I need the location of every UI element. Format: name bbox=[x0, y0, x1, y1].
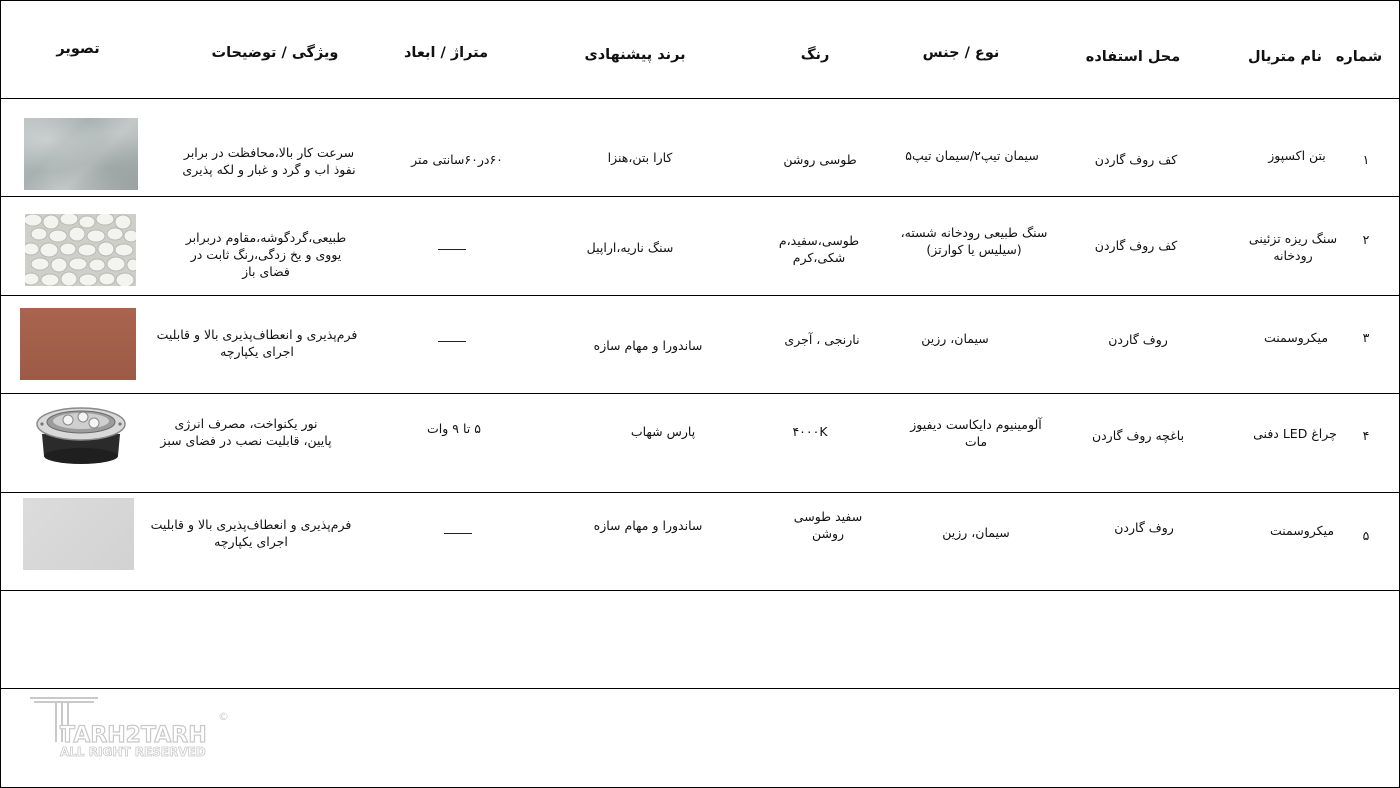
header-brand: برند پیشنهادی bbox=[584, 46, 686, 63]
material-color: طوسی،سفید،م شکی،کرم bbox=[778, 233, 860, 265]
material-name: میکروسمنت bbox=[1269, 522, 1335, 538]
row-separator bbox=[0, 590, 1400, 591]
logo-rights-text: ALL RIGHT RESERVED bbox=[60, 745, 206, 759]
header-separator bbox=[0, 98, 1400, 99]
empty-dash bbox=[438, 249, 466, 250]
material-color: طوسی روشن bbox=[783, 151, 857, 167]
usage-location: باغچه روف گاردن bbox=[1091, 427, 1185, 443]
empty-dash bbox=[444, 533, 472, 534]
row-separator bbox=[0, 688, 1400, 689]
row-separator bbox=[0, 492, 1400, 493]
material-type: سنگ طبیعی رودخانه شسته،(سیلیس یا کوارتز) bbox=[900, 225, 1048, 257]
material-name: بتن اکسپوز bbox=[1268, 147, 1326, 163]
dimensions bbox=[412, 224, 492, 274]
header-color: رنگ bbox=[800, 46, 830, 63]
header-image: تصویر bbox=[56, 40, 100, 57]
suggested-brand: کارا بتن،هنزا bbox=[607, 149, 673, 165]
suggested-brand: پارس شهاب bbox=[630, 423, 696, 439]
features: فرم‌پذیری و انعطاف‌پذیری بالا و قابلیت اجرای یکپارچه bbox=[150, 517, 352, 549]
material-type: آلومینیوم دایکاست دیفیوز مات bbox=[910, 417, 1042, 449]
dimensions bbox=[412, 316, 492, 366]
inground-led-light-photo-icon bbox=[28, 398, 134, 470]
features: فرم‌پذیری و انعطاف‌پذیری بالا و قابلیت اجرای یکپارچه bbox=[156, 327, 358, 359]
header-dimensions: متراژ / ابعاد bbox=[403, 44, 489, 61]
empty-dash bbox=[438, 341, 466, 342]
row-number: ۲ bbox=[1362, 231, 1370, 247]
row-number: ۳ bbox=[1362, 329, 1370, 345]
usage-location: کف روف گاردن bbox=[1094, 151, 1178, 167]
header-type: نوع / جنس bbox=[922, 44, 1000, 61]
row-separator bbox=[0, 393, 1400, 394]
header-material-name: نام متریال bbox=[1248, 48, 1322, 65]
row-number: ۱ bbox=[1362, 151, 1370, 167]
row-separator bbox=[0, 295, 1400, 296]
material-color: ۴۰۰۰K bbox=[792, 423, 828, 439]
material-type: سیمان، رزین bbox=[921, 330, 989, 346]
dimensions bbox=[418, 508, 498, 558]
header-usage-location: محل استفاده bbox=[1085, 48, 1181, 65]
exposed-concrete-texture-icon bbox=[24, 118, 138, 190]
header-number: شماره bbox=[1335, 48, 1383, 65]
dimensions: ۶۰در۶۰سانتی متر bbox=[411, 151, 503, 167]
usage-location: کف روف گاردن bbox=[1094, 237, 1178, 253]
features: سرعت کار بالا،محافظت در برابر نفوذ اب و گرد و غبار و لکه پذیری bbox=[182, 145, 356, 177]
brick-microcement-swatch-icon bbox=[20, 308, 136, 380]
suggested-brand: ساندورا و مهام سازه bbox=[593, 517, 703, 533]
suggested-brand: ساندورا و مهام سازه bbox=[593, 337, 703, 353]
dimensions: ۵ تا ۹ وات bbox=[427, 420, 481, 436]
material-color: نارنجی ، آجری bbox=[784, 331, 860, 347]
material-type: سیمان، رزین bbox=[942, 524, 1010, 540]
copyright-symbol: © bbox=[218, 710, 229, 723]
material-color: سفید طوسی روشن bbox=[793, 509, 863, 541]
usage-location: روف گاردن bbox=[1108, 331, 1168, 347]
material-name: میکروسمنت bbox=[1263, 329, 1329, 345]
usage-location: روف گاردن bbox=[1114, 519, 1174, 535]
logo-brand-text: TARH2TARH bbox=[60, 723, 207, 748]
material-name: چراغ LED دفنی bbox=[1253, 425, 1337, 441]
features: طبیعی،گردگوشه،مقاوم دربرابر یووی و یخ زدگی،رنگ ثابت در فضای باز bbox=[185, 229, 347, 279]
river-pebbles-photo-icon bbox=[25, 214, 136, 286]
light-grey-microcement-swatch-icon bbox=[23, 498, 134, 570]
material-type: سیمان تیپ۲/سیمان تیپ۵ bbox=[905, 147, 1039, 163]
suggested-brand: سنگ ناریه،اراپیل bbox=[586, 239, 674, 255]
row-separator bbox=[0, 196, 1400, 197]
tarh2tarh-logo-icon bbox=[26, 694, 236, 760]
material-name: سنگ ریزه تزئینی رودخانه bbox=[1248, 231, 1338, 263]
row-number: ۵ bbox=[1362, 527, 1370, 543]
row-number: ۴ bbox=[1362, 427, 1370, 443]
header-features: ویژگی / توضیحات bbox=[211, 44, 339, 61]
features: نور یکنواخت، مصرف انرژی پایین، قابلیت نصب در فضای سبز bbox=[160, 416, 332, 448]
